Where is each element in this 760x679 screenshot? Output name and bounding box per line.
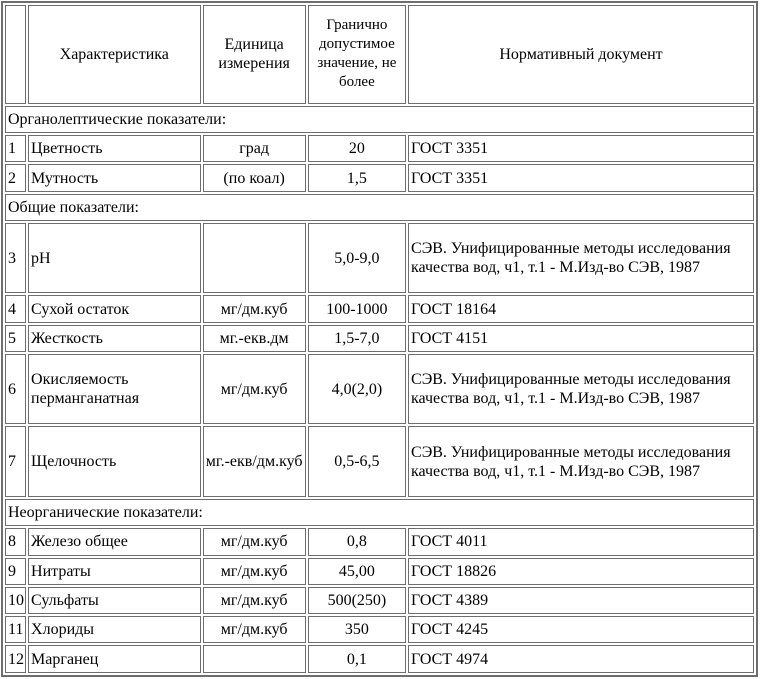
table-row <box>5 223 754 293</box>
row-number: 10 <box>5 587 26 614</box>
section-row <box>5 499 754 526</box>
row-unit <box>203 645 306 673</box>
section-row <box>5 194 754 221</box>
row-number: 3 <box>5 223 26 293</box>
table-row <box>5 558 754 585</box>
row-unit: мг/дм.куб <box>203 295 306 322</box>
table-row <box>5 587 754 614</box>
row-document: ГОСТ 3351 <box>408 164 754 191</box>
header-number-cell <box>5 5 26 104</box>
row-number: 6 <box>5 354 26 424</box>
row-characteristic: Окисляемость перманганатная <box>28 354 200 424</box>
row-number: 9 <box>5 558 26 585</box>
row-limit: 500(250) <box>308 587 406 614</box>
table-row <box>5 325 754 352</box>
header-characteristic: Характеристика <box>28 5 200 104</box>
row-limit: 0,8 <box>308 528 406 555</box>
row-limit: 5,0-9,0 <box>308 223 406 293</box>
row-unit <box>203 223 306 293</box>
row-number: 4 <box>5 295 26 322</box>
row-limit: 4,0(2,0) <box>308 354 406 424</box>
row-number: 8 <box>5 528 26 555</box>
section-title-general: Общие показатели: <box>5 194 754 221</box>
row-document: СЭВ. Унифицированные методы исследования качества вод, ч1, т.1 - М.Изд-во СЭВ, 1987 <box>408 223 754 293</box>
section-title-organoleptic: Органолептические показатели: <box>5 106 754 133</box>
row-unit: мг/дм.куб <box>203 528 306 555</box>
table-row <box>5 645 754 673</box>
row-characteristic: pH <box>28 223 200 293</box>
header-limit: Гранично допустимое значение, не более <box>308 5 406 104</box>
row-unit: мг/дм.куб <box>203 354 306 424</box>
row-characteristic: Мутность <box>28 164 200 191</box>
row-characteristic: Хлориды <box>28 616 200 643</box>
row-number: 1 <box>5 135 26 162</box>
row-unit: мг.-екв.дм <box>203 325 306 352</box>
table-row <box>5 295 754 322</box>
row-document: СЭВ. Унифицированные методы исследования качества вод, ч1, т.1 - М.Изд-во СЭВ, 1987 <box>408 354 754 424</box>
row-characteristic: Железо общее <box>28 528 200 555</box>
header-document: Нормативный документ <box>408 5 754 104</box>
row-unit: мг/дм.куб <box>203 616 306 643</box>
table-row <box>5 616 754 643</box>
row-number: 2 <box>5 164 26 191</box>
row-document: ГОСТ 18826 <box>408 558 754 585</box>
row-limit: 350 <box>308 616 406 643</box>
row-characteristic: Марганец <box>28 645 200 673</box>
row-number: 7 <box>5 426 26 496</box>
table-row <box>5 135 754 162</box>
row-unit: мг/дм.куб <box>203 558 306 585</box>
row-document: ГОСТ 4389 <box>408 587 754 614</box>
row-characteristic: Жесткость <box>28 325 200 352</box>
header-unit: Единица измерения <box>203 5 306 104</box>
row-unit: мг.-екв/дм.куб <box>203 426 306 496</box>
row-document: ГОСТ 4245 <box>408 616 754 643</box>
row-document: ГОСТ 4974 <box>408 645 754 673</box>
row-document: ГОСТ 18164 <box>408 295 754 322</box>
section-title-inorganic: Неорганические показатели: <box>5 499 754 526</box>
row-characteristic: Сульфаты <box>28 587 200 614</box>
table-row <box>5 164 754 191</box>
table-row <box>5 528 754 555</box>
row-number: 5 <box>5 325 26 352</box>
row-limit: 45,00 <box>308 558 406 585</box>
row-characteristic: Цветность <box>28 135 200 162</box>
row-limit: 100-1000 <box>308 295 406 322</box>
row-limit: 1,5-7,0 <box>308 325 406 352</box>
row-limit: 0,1 <box>308 645 406 673</box>
row-characteristic: Щелочность <box>28 426 200 496</box>
row-document: ГОСТ 3351 <box>408 135 754 162</box>
table-row <box>5 354 754 424</box>
row-unit: град <box>203 135 306 162</box>
row-number: 11 <box>5 616 26 643</box>
row-characteristic: Нитраты <box>28 558 200 585</box>
row-unit: (по коал) <box>203 164 306 191</box>
row-document: ГОСТ 4151 <box>408 325 754 352</box>
row-limit: 1,5 <box>308 164 406 191</box>
row-limit: 0,5-6,5 <box>308 426 406 496</box>
row-limit: 20 <box>308 135 406 162</box>
section-row <box>5 106 754 133</box>
table-row <box>5 426 754 496</box>
row-document: СЭВ. Унифицированные методы исследования качества вод, ч1, т.1 - М.Изд-во СЭВ, 1987 <box>408 426 754 496</box>
row-characteristic: Сухой остаток <box>28 295 200 322</box>
header-row <box>5 5 754 104</box>
row-unit: мг/дм.куб <box>203 587 306 614</box>
row-number: 12 <box>5 645 26 673</box>
water-quality-table <box>1 1 758 677</box>
row-document: ГОСТ 4011 <box>408 528 754 555</box>
